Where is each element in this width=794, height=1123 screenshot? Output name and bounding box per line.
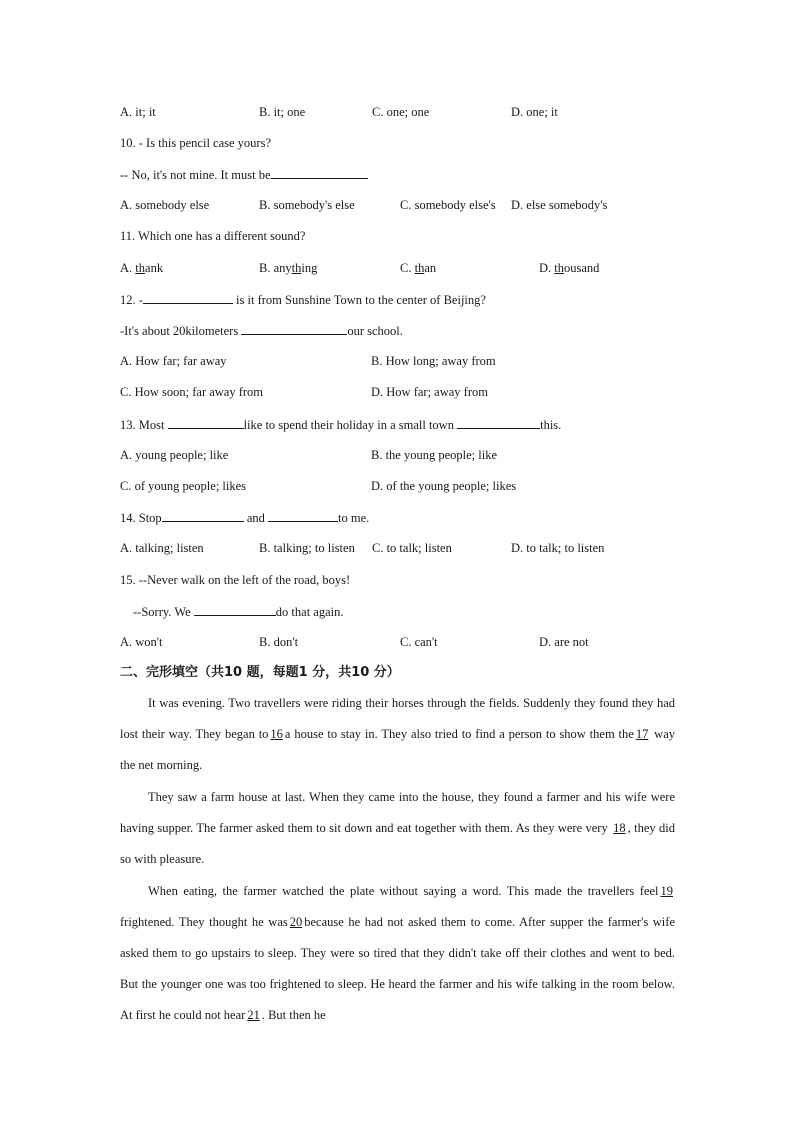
q12-reply [120,322,403,339]
q12-reply-end: our school. [347,324,403,338]
blank-number-17: 17 [635,727,649,741]
blank-number-18: 18 [613,821,626,835]
q14-option-b: B. talking; to listen [259,541,355,555]
section-heading: 二、完形填空（共10 题，每题1 分，共10 分） [120,665,400,680]
q13-stem-middle: like to spend their holiday in a small town [243,418,458,432]
q14-stem-middle: and [243,511,268,525]
q9-option-b: B. it; one [259,105,306,119]
option-letter: A. [120,261,136,275]
answer-blank [268,509,338,522]
q12-stem-start: 12. - [120,293,143,307]
q15-option-a: A. won't [120,635,163,649]
q12-option-c: C. How soon; far away from [120,385,264,399]
underlined-letters: th [554,261,565,275]
paragraph-text: because he had not asked them to come. After supper the farmer's wife asked them to go upstairs to sleep. They were so tired that they didn't take off their clothes and went to bed. But the younger one was too frightened to sleep. He heard the farmer and his wife talking in the room below. At first he could not hear [120,915,675,1022]
blank-number-16: 16 [270,727,283,741]
paragraph-text: . But then he [261,1008,326,1022]
q13-stem [120,416,561,433]
paragraph-text: , they did so with pleasure. [120,821,675,866]
word-part: ing [301,261,318,275]
q14-option-a: A. talking; listen [120,541,204,555]
q11-option-c [400,260,436,276]
q10-option-c: C. somebody else's [400,198,496,212]
q12-stem-end: is it from Sunshine Town to the center of Beijing? [232,293,486,307]
word-part: ank [145,261,164,275]
underlined-letters: th [414,261,425,275]
q11-option-b [259,260,317,276]
q15-option-b: B. don't [259,635,299,649]
underlined-letters: th [291,261,302,275]
q13-option-d: D. of the young people; likes [371,479,517,493]
q15-option-d: D. are not [539,635,589,649]
q9-option-d: D. one; it [511,105,558,119]
paragraph-text: It was evening. Two travellers were riding their horses through the fields. Suddenly they found they had lost their way. They began to [120,696,675,741]
passage-paragraph-1 [120,688,675,781]
q10-option-a: A. somebody else [120,198,210,212]
q10-option-b: B. somebody's else [259,198,355,212]
paragraph-text: frightened. They thought he was [120,915,288,929]
q14-option-d: D. to talk; to listen [511,541,605,555]
q15-option-c: C. can't [400,635,438,649]
paragraph-text: way the net morning. [120,727,675,772]
option-letter: C. [400,261,415,275]
q13-stem-end: this. [540,418,562,432]
q14-option-c: C. to talk; listen [372,541,452,555]
q13-option-b: B. the young people; like [371,448,498,462]
q13-option-c: C. of young people; likes [120,479,247,493]
q9-option-a: A. it; it [120,105,156,119]
q15-reply-end: do that again. [275,605,344,619]
blank-number-21: 21 [247,1008,260,1022]
answer-blank [143,291,233,304]
paragraph-text: a house to stay in. They also tried to find a person to show them the [284,727,634,741]
q15-stem: 15. --Never walk on the left of the road, boys! [120,573,351,587]
q12-option-b: B. How long; away from [371,354,496,368]
blank-number-20: 20 [289,915,303,929]
blank-number-19: 19 [660,884,673,898]
answer-blank [194,603,276,616]
word-part: any [273,261,292,275]
option-letter: B. [259,261,274,275]
passage-paragraph-3 [120,876,675,1031]
paragraph-text: When eating, the farmer watched the plate without saying a word. This made the travellers feel [148,884,659,898]
q12-reply-start: -It's about 20kilometers [120,324,242,338]
q11-option-a [120,260,163,276]
underlined-letters: th [135,261,146,275]
q14-stem-start: 14. Stop [120,511,162,525]
q10-reply-text: -- No, it's not mine. It must be [120,168,271,182]
answer-blank [457,416,540,429]
q14-stem-end: to me. [338,511,370,525]
q15-reply-start: --Sorry. We [133,605,194,619]
q13-stem-start: 13. Most [120,418,168,432]
word-part: an [424,261,437,275]
q10-stem: 10. - Is this pencil case yours? [120,136,272,150]
answer-blank [271,166,368,179]
option-letter: D. [539,261,555,275]
passage-paragraph-2 [120,782,675,875]
q15-reply [133,603,344,620]
q10-reply [120,166,368,183]
paragraph-text: They saw a farm house at last. When they came into the house, they found a farmer and his wife were having supper. The farmer asked them to sit down and eat together with them. As they were very [120,790,675,835]
q14-stem [120,509,369,526]
q10-option-d: D. else somebody's [511,198,608,212]
q11-stem: 11. Which one has a different sound? [120,229,306,243]
answer-blank [241,322,347,335]
answer-blank [168,416,244,429]
q13-option-a: A. young people; like [120,448,229,462]
word-part: ousand [564,261,600,275]
q12-option-a: A. How far; far away [120,354,227,368]
answer-blank [162,509,244,522]
q12-stem [120,291,486,308]
q9-option-c: C. one; one [372,105,430,119]
q12-option-d: D. How far; away from [371,385,488,399]
q11-option-d [539,260,599,276]
